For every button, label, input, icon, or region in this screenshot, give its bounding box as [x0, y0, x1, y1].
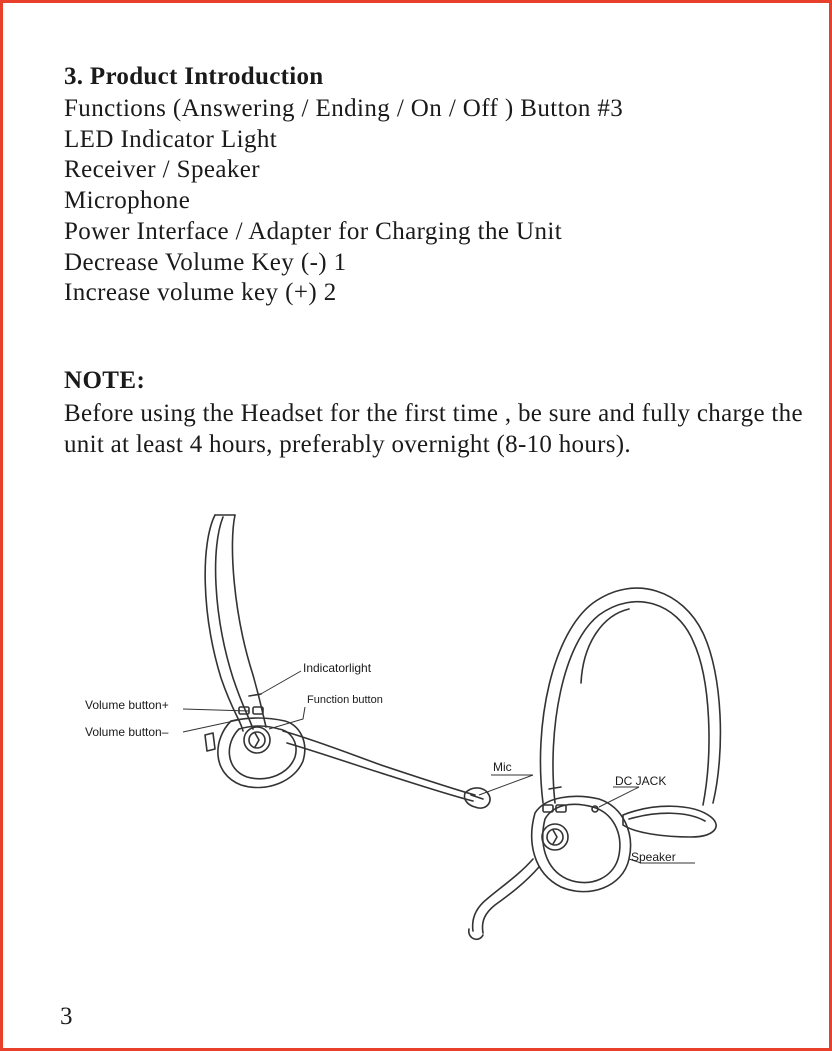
- note-title: NOTE:: [64, 367, 146, 394]
- label-indicator-light: Indicatorlight: [303, 661, 372, 675]
- feature-item: LED Indicator Light: [64, 125, 278, 153]
- label-volume-down: Volume button–: [85, 725, 169, 739]
- headset-illustration: [63, 503, 783, 963]
- feature-item: Decrease Volume Key (-) 1: [64, 248, 347, 276]
- label-dc-jack: DC JACK: [615, 774, 667, 788]
- label-mic: Mic: [493, 760, 512, 774]
- feature-item: Receiver / Speaker: [64, 156, 260, 184]
- feature-item: Functions (Answering / Ending / On / Off ) Button #3: [64, 95, 624, 122]
- page-number: 3: [60, 1003, 73, 1030]
- section-title: 3. Product Introduction: [64, 63, 324, 90]
- label-function-button: Function button: [307, 694, 383, 706]
- feature-list: [64, 94, 623, 309]
- headset-diagram: [63, 503, 783, 963]
- feature-item: Microphone: [64, 187, 191, 215]
- label-speaker: Speaker: [631, 850, 676, 864]
- label-volume-up: Volume button+: [85, 698, 169, 712]
- note-body: Before using the Headset for the first time , be sure and fully charge the unit at least 4 hours, preferably overnight (8-10 hours).: [64, 400, 803, 458]
- feature-item: Power Interface / Adapter for Charging the Unit: [64, 217, 563, 245]
- feature-item: Increase volume key (+) 2: [64, 279, 337, 307]
